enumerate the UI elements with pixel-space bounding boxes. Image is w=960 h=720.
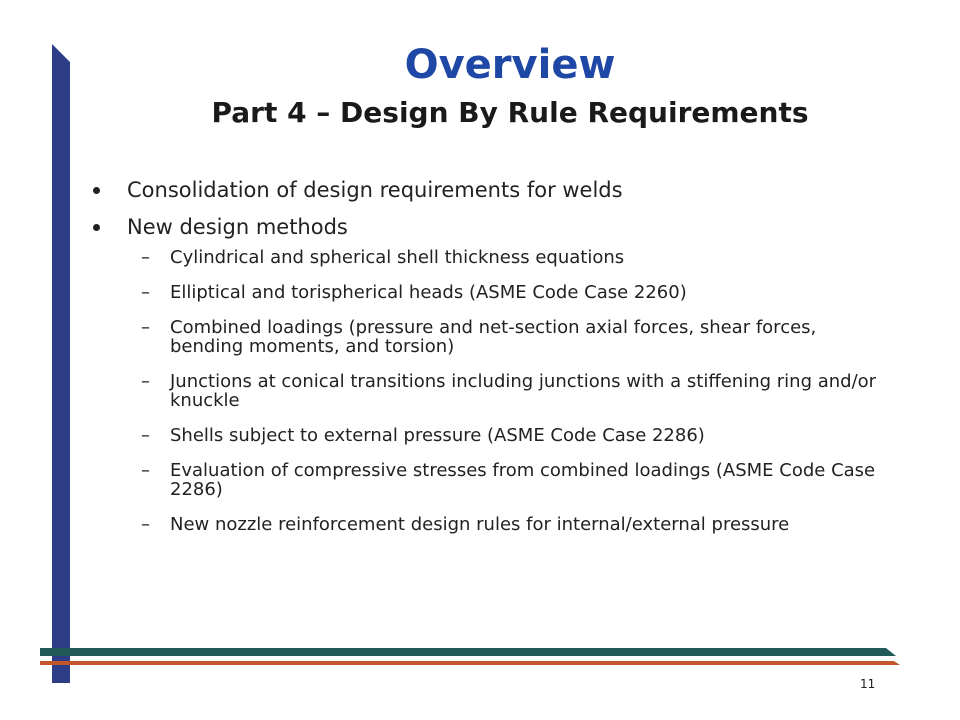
sub-bullet-item: – Elliptical and torispherical heads (ASME Code Case 2260) <box>118 283 892 302</box>
sub-bullet-item: – Junctions at conical transitions including junctions with a stiffening ring and/or knuckle <box>118 372 892 410</box>
bullet-item <box>92 178 892 202</box>
bullet-item <box>92 215 892 534</box>
bottom-line <box>40 661 900 665</box>
sub-bullet-item: – Combined loadings (pressure and net-section axial forces, shear forces, bending moments, and torsion) <box>118 318 892 356</box>
page-number: 11 <box>860 677 876 691</box>
slide-title: Overview <box>404 42 616 88</box>
left-sidebar-bar <box>52 44 70 683</box>
sub-bullet-list <box>118 248 892 534</box>
sub-bullet-item: – Evaluation of compressive stresses from combined loadings (ASME Code Case 2286) <box>118 461 892 499</box>
slide-subtitle: Part 4 – Design By Rule Requirements <box>211 96 809 129</box>
bullet-text: Consolidation of design requirements for welds <box>127 178 623 202</box>
bottom-bar <box>40 648 896 656</box>
sub-bullet-item: – Shells subject to external pressure (ASME Code Case 2286) <box>118 426 892 445</box>
sub-bullet-item: – Cylindrical and spherical shell thickness equations <box>118 248 892 267</box>
sub-bullet-item: – New nozzle reinforcement design rules for internal/external pressure <box>118 515 892 534</box>
bullet-text: New design methods <box>127 215 348 239</box>
bullet-list <box>92 178 892 550</box>
